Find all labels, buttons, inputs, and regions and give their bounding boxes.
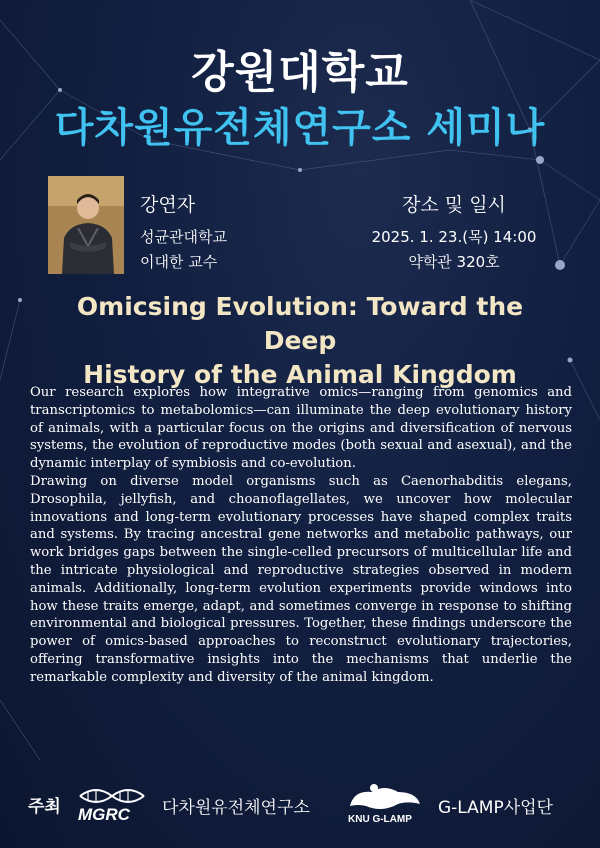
- abstract-paragraph-1: Our research explores how integrative omics—ranging from genomics and transcriptomics to metabolomics—can illuminate the deep evolutionary history of animals, with a particular focus on the origins and diversification of nervous systems, the evolution of reproductive modes (both sexual and asexual), and the dynamic interplay of symbiosis and co-evolution.: [30, 385, 572, 472]
- speaker-heading: 강연자: [140, 194, 196, 216]
- footer: [0, 780, 600, 830]
- speaker-info: [140, 190, 227, 275]
- abstract-paragraph-2: Drawing on diverse model organisms such as Caenorhabditis elegans, Drosophila, jellyfish, and choanoflagellates, we uncover how molecular innovations and long-term evolutionary processes have shaped complex traits and systems. By tracing ancestral gene networks and metabolic pathways, our work bridges gaps between the single-celled precursors of multicellular life and the intricate physiological and reproductive strategies observed in modern animals. Additionally, long-term evolution experiments provide windows into how these traits emerge, adapt, and sometimes converge in response to shifting environmental and biological pressures. Together, these findings underscore the power of omics-based approaches to reconstruct evolutionary trajectories, offering transformative insights into the mechanisms that underlie the remarkable complexity and diversity of the animal kingdom.: [30, 473, 572, 685]
- venue-datetime: 2025. 1. 23.(목) 14:00: [371, 228, 537, 246]
- talk-title-line1: Omicsing Evolution: Toward the Deep: [76, 292, 524, 355]
- dna-helix-icon: [74, 782, 160, 826]
- venue-info: [354, 190, 554, 275]
- university-title: 강원대학교: [191, 47, 409, 98]
- mgrc-logo-text: MGRC: [78, 805, 130, 824]
- talk-title: [40, 290, 560, 392]
- mgrc-logo: [74, 782, 160, 826]
- mgrc-name: 다차원유전체연구소: [162, 798, 310, 818]
- venue-heading: 장소 및 일시: [402, 194, 506, 216]
- speaker-photo: [48, 176, 124, 274]
- speaker-name: 이대한 교수: [140, 253, 218, 271]
- host-label: 주최: [28, 797, 61, 817]
- seminar-title: 다차원유전체연구소 세미나: [54, 105, 546, 151]
- talk-title-line2: History of the Animal Kingdom: [83, 360, 517, 389]
- venue-location: 약학관 320호: [408, 253, 500, 271]
- knu-logo-text: KNU G-LAMP: [348, 814, 412, 825]
- knu-glamp-logo: [344, 780, 428, 826]
- speaker-portrait-icon: [48, 176, 124, 274]
- bear-mascot-icon: [344, 780, 428, 826]
- abstract: [30, 384, 572, 687]
- speaker-affiliation: 성균관대학교: [140, 228, 227, 246]
- glamp-name: G-LAMP사업단: [438, 798, 553, 818]
